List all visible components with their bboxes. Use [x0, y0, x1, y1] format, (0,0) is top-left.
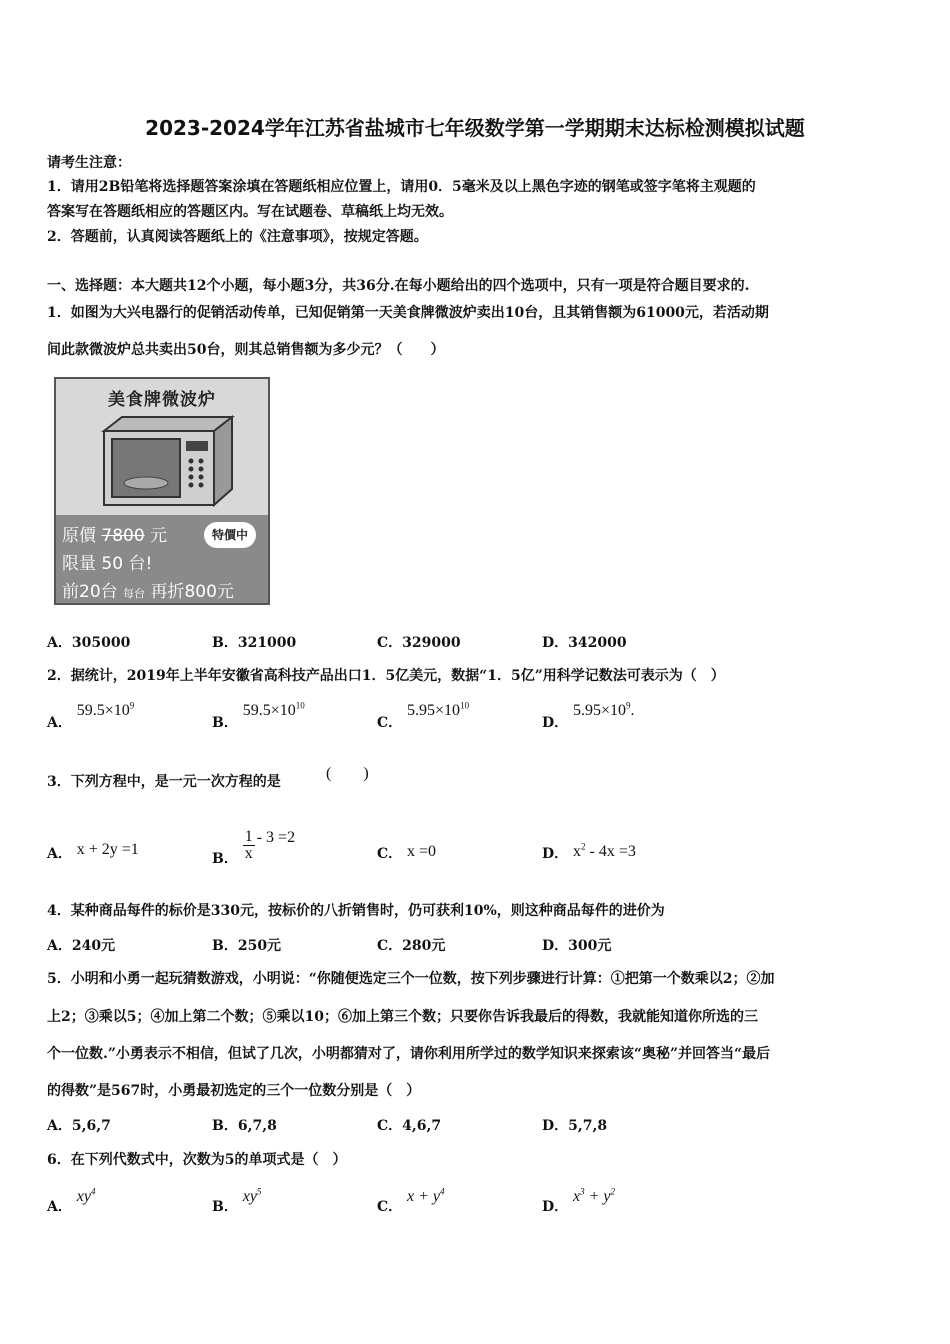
q6-expr-a: $xy^4$	[76, 1186, 96, 1205]
notice-heading: 请考生注意：	[47, 155, 131, 171]
ad-orig-price: 7800	[101, 526, 145, 546]
q3-expr-a: x + 2y =1	[76, 841, 139, 858]
ad-orig-label: 原價	[62, 526, 96, 546]
q2-option-d[interactable]	[542, 700, 635, 732]
q6-option-a[interactable]	[47, 1186, 96, 1216]
microwave-ad-image	[54, 377, 270, 605]
q5-stem-line3: 个一位数.”小勇表示不相信，但试了几次，小明都猜对了，请你利用所学过的数学知识来探索该“奥秘”并回答当“最后	[47, 1046, 771, 1062]
q2-option-a[interactable]	[47, 700, 135, 732]
q1-option-c[interactable]: C．329000	[377, 635, 461, 651]
q2-expr-b: $59.5\times 10^{10}$	[242, 700, 305, 719]
q2-expr-d: $5.95\times 10^9$.	[573, 700, 635, 719]
q6-stem: 6．在下列代数式中，次数为5的单项式是（ ）	[47, 1152, 347, 1168]
q1-stem-line2: 间此款微波炉总共卖出50台，则其总销售额为多少元？（ ）	[47, 342, 445, 358]
ad-original-price	[62, 521, 167, 546]
q4-option-d[interactable]: D．300元	[542, 938, 612, 954]
q5-option-b[interactable]: B．6,7,8	[212, 1118, 277, 1134]
q3-label-d: D．	[542, 846, 569, 862]
q2-label-b: B．	[212, 715, 238, 731]
ad-limit: 限量 50 台!	[62, 554, 153, 574]
section-heading: 一、选择题：本大题共12个小题，每小题3分，共36分.在每小题给出的四个选项中，只有一项是符合题目要求的.	[47, 278, 750, 294]
q6-label-a: A．	[47, 1199, 72, 1215]
page-title: 2023-2024学年江苏省盐城市七年级数学第一学期期末达标检测模拟试题	[145, 116, 805, 140]
q6-expr-c: $x + y^4$	[407, 1186, 445, 1205]
q4-option-a[interactable]: A．240元	[47, 938, 116, 954]
q3-label-c: C．	[377, 846, 403, 862]
q1-option-d[interactable]: D．342000	[542, 635, 627, 651]
q1-stem-line1: 1．如图为大兴电器行的促销活动传单，已知促销第一天美食牌微波炉卖出10台，且其销售额为61000元，若活动期	[47, 305, 769, 321]
ad-rule-c: 再折800元	[150, 582, 234, 602]
q5-stem-line1: 5．小明和小勇一起玩猜数游戏，小明说：“你随便选定三个一位数，按下列步骤进行计算：①把第一个数乘以2；②加	[47, 971, 775, 987]
q5-stem-line2: 上2；③乘以5；④加上第二个数；⑤乘以10；⑥加上第三个数；只要你告诉我最后的得数，我就能知道你所选的三	[47, 1009, 758, 1025]
q6-option-b[interactable]	[212, 1186, 262, 1216]
q2-expr-a: $59.5\times 10^9$	[76, 700, 135, 719]
ad-rule-b: 每台	[123, 587, 146, 600]
q2-label-c: C．	[377, 715, 403, 731]
q4-stem: 4．某种商品每件的标价是330元，按标价的八折销售时，仍可获利10%，则这种商品每件的进价为	[47, 903, 665, 919]
q6-label-d: D．	[542, 1199, 569, 1215]
ad-top-panel	[56, 379, 268, 515]
q5-option-d[interactable]: D．5,7,8	[542, 1118, 608, 1134]
q6-expr-b: $xy^5$	[242, 1186, 262, 1205]
q6-option-c[interactable]	[377, 1186, 445, 1216]
q2-stem: 2．据统计，2019年上半年安徽省高科技产品出口1．5亿美元，数据“1．5亿”用科学记数法可表示为（ ）	[47, 668, 725, 684]
microwave-icon	[96, 411, 236, 511]
q3-stem: 3．下列方程中，是一元一次方程的是	[47, 774, 281, 790]
q6-option-d[interactable]	[542, 1186, 616, 1216]
q2-expr-c: $5.95\times 10^{10}$	[407, 700, 470, 719]
q3-option-b[interactable]	[212, 828, 296, 876]
q3-option-d[interactable]	[542, 843, 636, 863]
q2-option-b[interactable]	[212, 700, 305, 732]
q5-option-a[interactable]: A．5,6,7	[47, 1118, 111, 1134]
q1-option-b[interactable]: B．321000	[212, 635, 297, 651]
ad-orig-unit: 元	[150, 526, 168, 546]
q6-label-b: B．	[212, 1199, 238, 1215]
q4-option-b[interactable]: B．250元	[212, 938, 282, 954]
q6-label-c: C．	[377, 1199, 403, 1215]
q2-label-d: D．	[542, 715, 569, 731]
notice-item-2: 2．答题前，认真阅读答题纸上的《注意事项》，按规定答题。	[47, 229, 428, 245]
q4-option-c[interactable]: C．280元	[377, 938, 446, 954]
notice-item-1a: 1．请用2B铅笔将选择题答案涂填在答题纸相应位置上，请用0．5毫米及以上黑色字迹的钢笔或签字笔将主观题的	[47, 179, 756, 195]
ad-rule	[62, 577, 234, 602]
q2-option-c[interactable]	[377, 700, 470, 732]
q3-paren: ( )	[326, 765, 369, 782]
q3-expr-c: x =0	[407, 843, 437, 860]
q3-expr-d: $x^2 - 4x =3$	[573, 841, 636, 860]
q3-label-a: A．	[47, 846, 72, 862]
q5-option-c[interactable]: C．4,6,7	[377, 1118, 442, 1134]
q3-option-a[interactable]	[47, 843, 139, 863]
ad-rule-a: 前20台	[62, 582, 118, 602]
notice-item-1b: 答案写在答题纸相应的答题区内。写在试题卷、草稿纸上均无效。	[47, 204, 453, 220]
q3-label-b: B．	[212, 851, 238, 868]
ad-sale-badge: 特價中	[204, 522, 256, 548]
q3-expr-b: $\frac{1}{x}$ - 3 =2	[244, 828, 296, 862]
ad-brand: 美食牌微波炉	[108, 390, 216, 410]
q1-option-a[interactable]: A．305000	[47, 635, 131, 651]
q5-stem-line4: 的得数”是567时，小勇最初选定的三个一位数分别是（ ）	[47, 1083, 421, 1099]
q2-label-a: A．	[47, 715, 72, 731]
q3-option-c[interactable]	[377, 843, 436, 863]
q6-expr-d: $x^3 + y^2$	[573, 1186, 616, 1205]
